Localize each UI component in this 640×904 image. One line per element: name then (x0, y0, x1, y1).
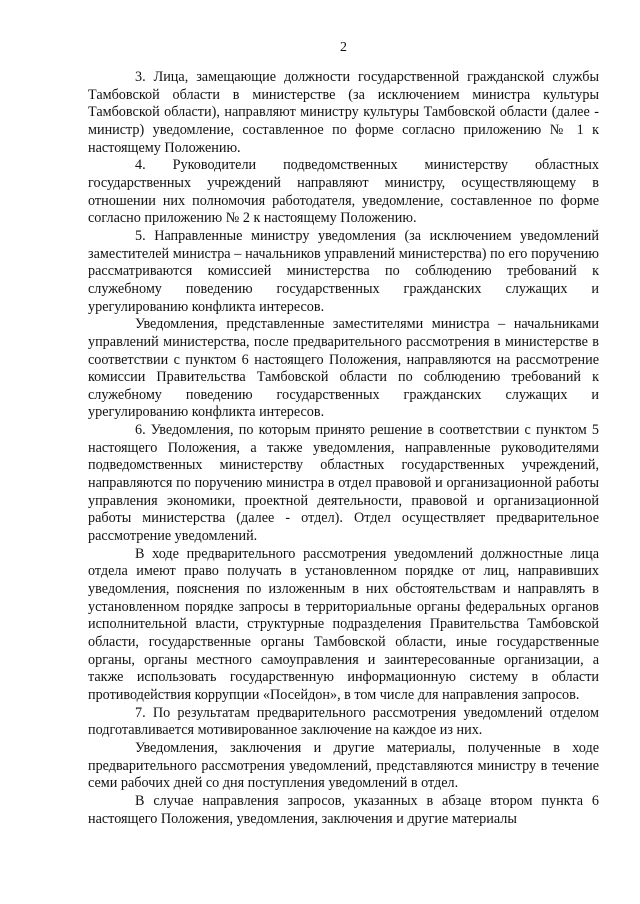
paragraph-item-7-requests: В случае направления запросов, указанных в абзаце втором пункта 6 настоящего Положения, уведомления, заключения и другие материалы (88, 792, 599, 827)
paragraph-item-7: 7. По результатам предварительного рассмотрения уведомлений отделом подготавливается мотивированное заключение на каждое из них. (88, 704, 599, 739)
paragraph-item-7-deadline: Уведомления, заключения и другие материалы, полученные в ходе предварительного рассмотрения уведомлений, представляются министру в течение семи рабочих дней со дня поступления уведомлений в отдел. (88, 739, 599, 792)
paragraph-item-3: 3. Лица, замещающие должности государственной гражданской службы Тамбовской области в министерстве (за исключением министра культуры Тамбовской области), направляют министру культуры Тамбовской области (далее - министр) уведомление, составленное по форме согласно приложению № 1 к настоящему Положению. (88, 69, 599, 156)
paragraph-item-4: 4. Руководители подведомственных министерству областных государственных учреждений направляют министру, осуществляющему в отношении них полномочия работодателя, уведомление, составленное по форме согласно приложению № 2 к настоящему Положению. (88, 157, 599, 227)
paragraph-item-5-deputies: Уведомления, представленные заместителями министра – начальниками управлений министерства, после предварительного рассмотрения в министерстве в соответствии с пунктом 6 настоящего Положения, направляются на рассмотрение комиссии Правительства Тамбовской области по соблюдению требований к служебному поведению государственных гражданских служащих и урегулированию конфликта интересов. (88, 316, 599, 421)
paragraph-item-6-preliminary-review: В ходе предварительного рассмотрения уведомлений должностные лица отдела имеют право получать в установленном порядке от лиц, направивших уведомления, пояснения по изложенным в них обстоятельствам и направлять в установленном порядке запросы в территориальные органы федеральных органов исполнительной власти, структурные подразделения Правительства Тамбовской области, государственные органы Тамбовской области, иные государственные органы, органы местного самоуправления и заинтересованные организации, а также использовать государственную информационную систему в области противодействия коррупции «Посейдон», в том числе для направления запросов. (88, 545, 599, 703)
page-number: 2 (340, 40, 347, 55)
paragraph-item-6: 6. Уведомления, по которым принято решение в соответствии с пунктом 5 настоящего Положения, а также уведомления, направленные руководителями подведомственных министерству областных государственных учреждений, направляются по поручению министра в отдел правовой и организационной работы управления экономики, проектной деятельности, правовой и организационной работы министерства (далее - отдел). Отдел осуществляет предварительное рассмотрение уведомлений. (88, 422, 599, 545)
paragraph-item-5: 5. Направленные министру уведомления (за исключением уведомлений заместителей министра – начальников управлений министерства) по его поручению рассматриваются комиссией министерства по соблюдению требований к служебному поведению государственных гражданских служащих и урегулированию конфликта интересов. (88, 227, 599, 315)
